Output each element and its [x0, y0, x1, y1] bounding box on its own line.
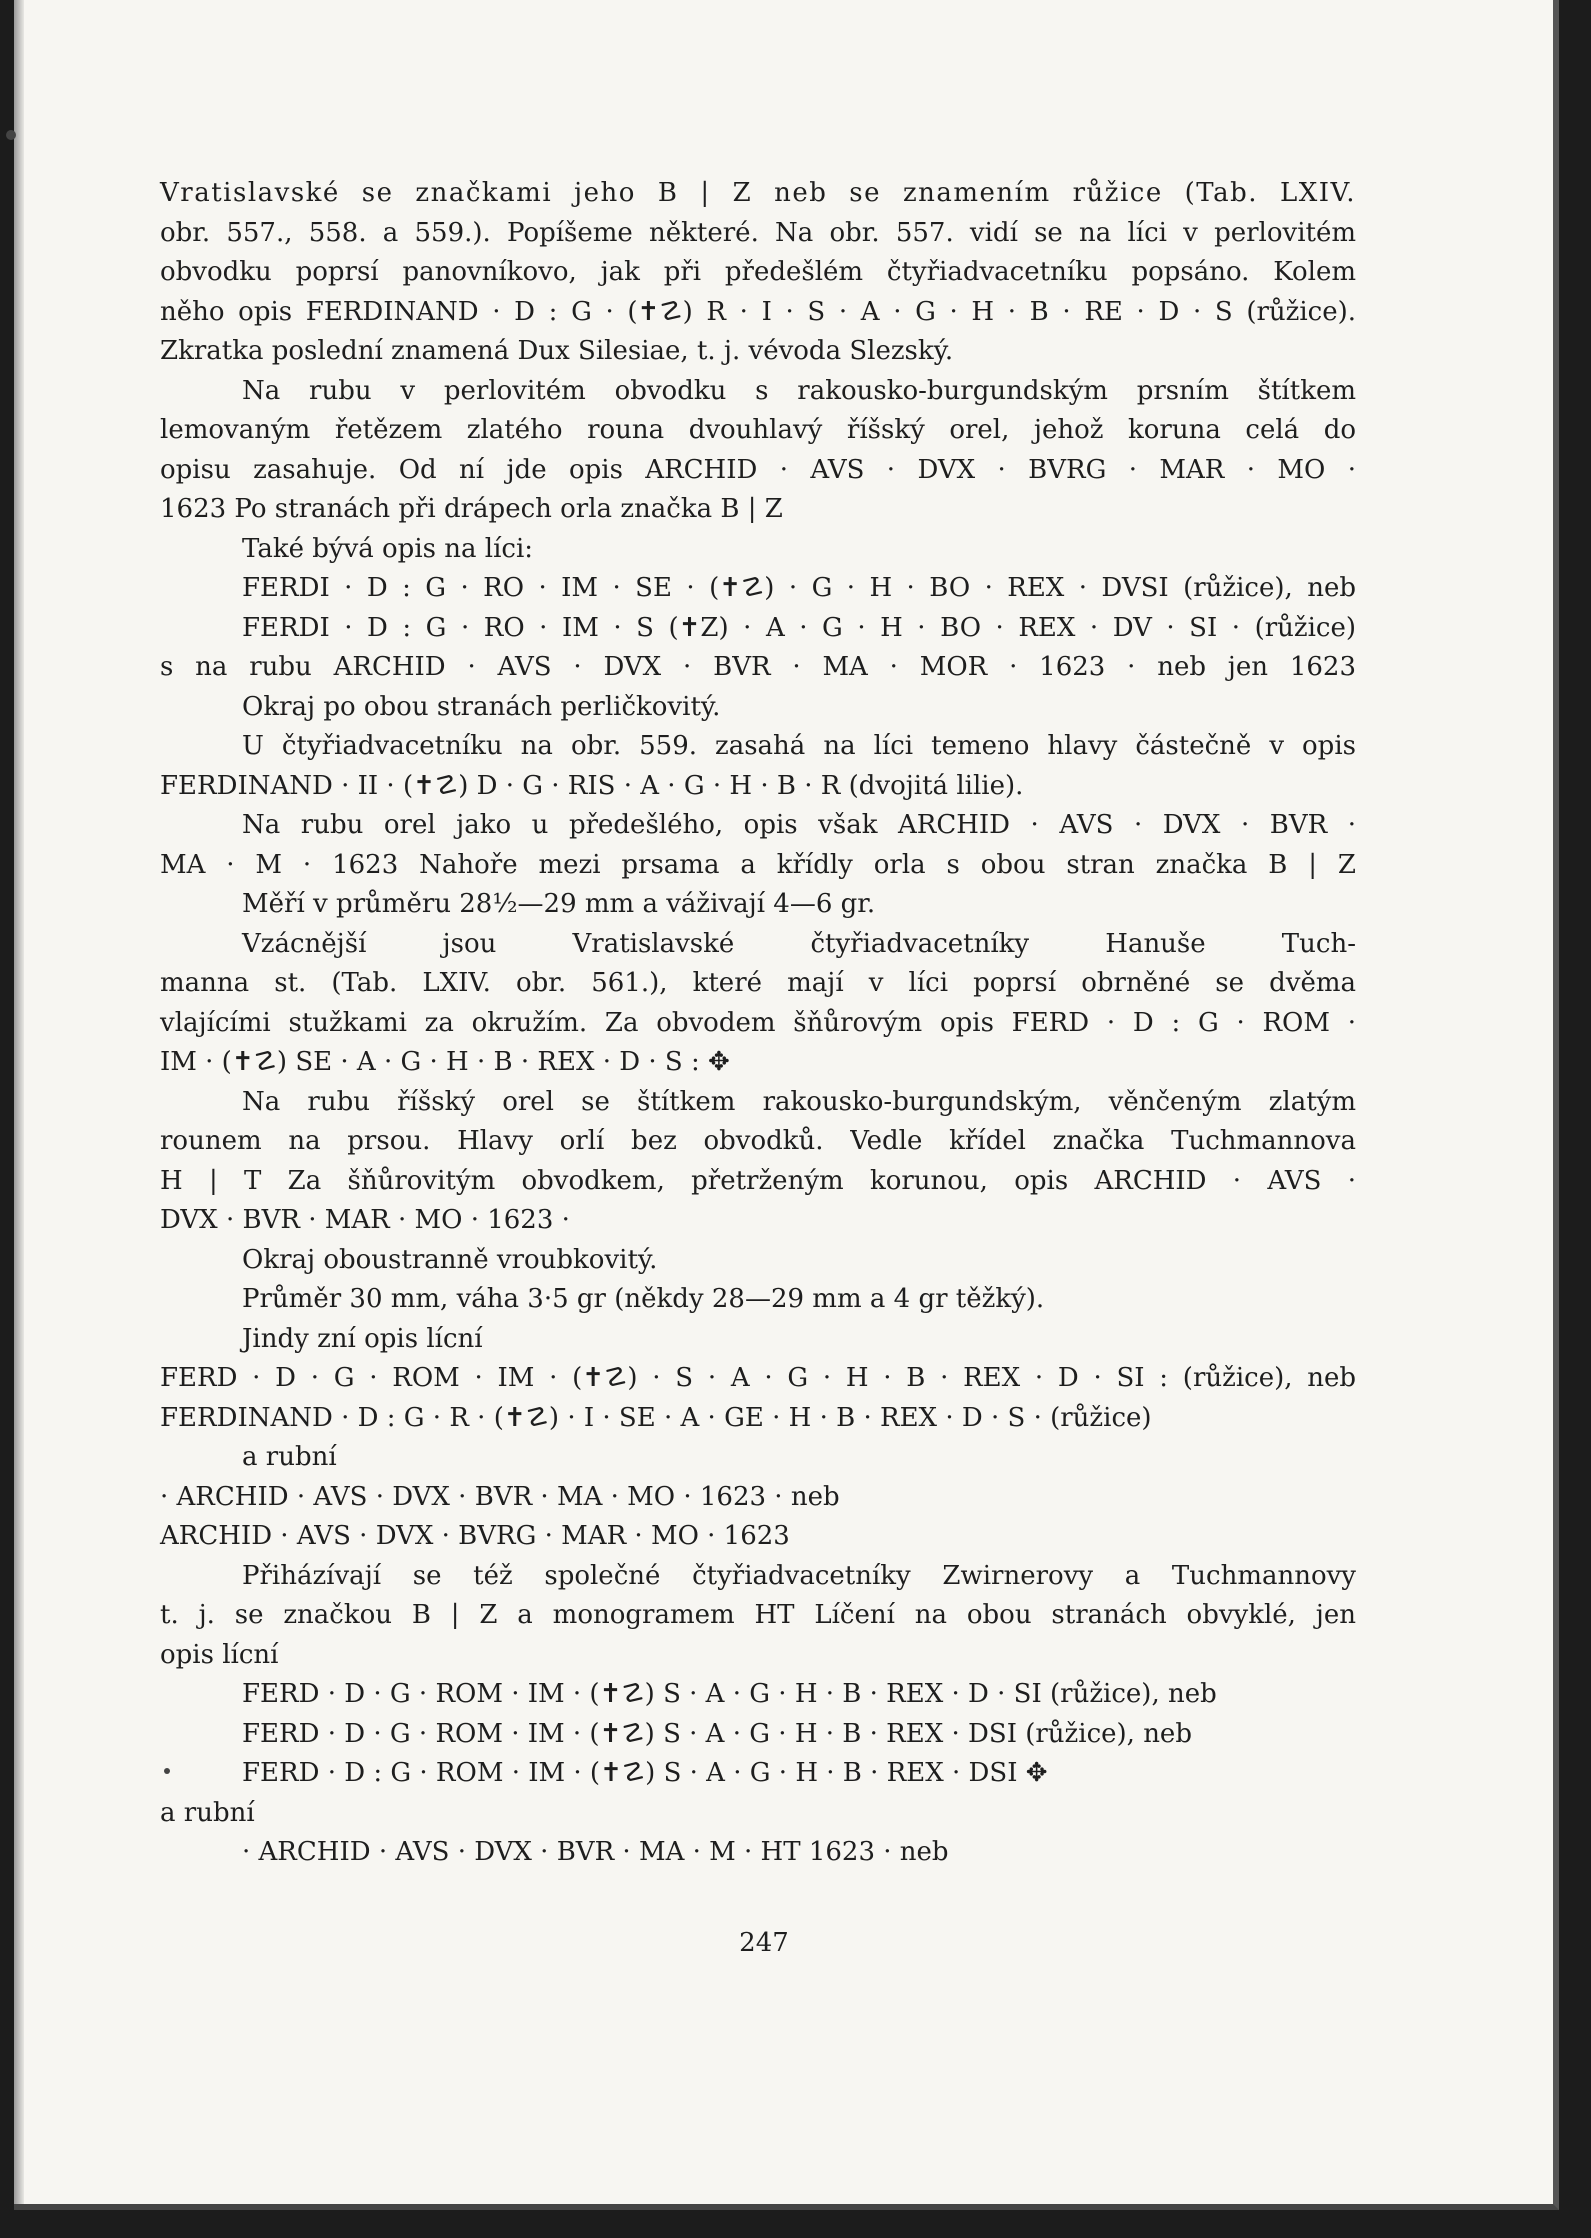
text-line: FERD · D · G · ROM · IM · (✝☡) · S · A · G · H · B · REX · D · SI : (růžice), neb: [160, 1363, 1356, 1393]
text-line: FERDINAND · D : G · R · (✝☡) · I · SE · A · GE · H · B · REX · D · S · (růžice): [160, 1402, 1152, 1433]
text-line: Jindy zní opis lícní: [242, 1323, 483, 1354]
text-line: IM · (✝☡) SE · A · G · H · B · REX · D · S : ✥: [160, 1047, 730, 1077]
text-line: Okraj oboustranně vroubkovitý.: [242, 1244, 658, 1275]
text-line: · ARCHID · AVS · DVX · BVR · MA · MO · 1623 · neb: [160, 1481, 840, 1512]
text-line: FERD · D · G · ROM · IM · (✝☡) S · A · G · H · B · REX · D · SI (růžice), neb: [242, 1679, 1217, 1709]
text-line: Okraj po obou stranách perličkovitý.: [242, 691, 721, 722]
text-line: vlajícími stužkami za okružím. Za obvodem šňůrovým opis FERD · D : G · ROM ·: [160, 1007, 1356, 1038]
text-line: Vzácnější jsou Vratislavské čtyřiadvacetníky Hanuše Tuch-: [242, 928, 1356, 959]
text-line: obvodku poprsí panovníkovo, jak při předešlém čtyřiadvacetníku popsáno. Kolem: [160, 257, 1356, 287]
text-line: opisu zasahuje. Od ní jde opis ARCHID · AVS · DVX · BVRG · MAR · MO ·: [160, 454, 1356, 485]
text-line: FERDI · D : G · RO · IM · SE · (✝☡) · G · H · BO · REX · DVSI (růžice), neb: [242, 573, 1356, 603]
text-line: · ARCHID · AVS · DVX · BVR · MA · M · HT 1623 · neb: [242, 1837, 949, 1867]
text-line: FERD · D · G · ROM · IM · (✝☡) S · A · G · H · B · REX · DSI (růžice), neb: [242, 1718, 1192, 1749]
text-line: Měří v průměru 28½—29 mm a váživají 4—6 gr.: [242, 889, 876, 919]
text-line: opis lícní: [160, 1639, 279, 1670]
text-line: FERDINAND · II · (✝☡) D · G · RIS · A · G · H · B · R (dvojitá lilie).: [160, 770, 1024, 801]
text-line: obr. 557., 558. a 559.). Popíšeme některé. Na obr. 557. vidí se na líci v perlovitém: [160, 217, 1356, 248]
edge-dot: [6, 130, 16, 140]
text-line: Také bývá opis na líci:: [242, 533, 534, 564]
text-line: t. j. se značkou B | Z a monogramem HT Líčení na obou stranách obvyklé, jen: [160, 1600, 1356, 1630]
text-line: rounem na prsou. Hlavy orlí bez obvodků. Vedle křídel značka Tuchmannova: [160, 1126, 1356, 1156]
book-page: [14, 0, 1559, 2210]
text-line: DVX · BVR · MAR · MO · 1623 ·: [160, 1205, 570, 1235]
text-line: U čtyřiadvacetníku na obr. 559. zasahá na líci temeno hlavy částečně v opis: [242, 731, 1356, 761]
text-line: něho opis FERDINAND · D : G · (✝☡) R · I · S · A · G · H · B · RE · D · S (růžice).: [160, 296, 1356, 327]
text-line: MA · M · 1623 Nahoře mezi prsama a křídly orla s obou stran značka B | Z: [160, 849, 1356, 880]
text-line: s na rubu ARCHID · AVS · DVX · BVR · MA · MOR · 1623 · neb jen 1623: [160, 652, 1356, 682]
text-line: Průměr 30 mm, váha 3·5 gr (někdy 28—29 mm a 4 gr těžký).: [242, 1284, 1045, 1314]
text-line: Vratislavské se značkami jeho B | Z neb se znamením růžice (Tab. LXIV.: [160, 178, 1356, 208]
text-line: Přiházívají se též společné čtyřiadvacetníky Zwirnerovy a Tuchmannovy: [242, 1560, 1356, 1591]
text-line: H | T Za šňůrovitým obvodkem, přetrženým korunou, opis ARCHID · AVS ·: [160, 1165, 1356, 1196]
text-line: 1623 Po stranách při drápech orla značka B | Z: [160, 494, 783, 524]
text-line: FERDI · D : G · RO · IM · S (✝Z) · A · G · H · BO · REX · DV · SI · (růžice): [242, 612, 1356, 643]
text-line: Zkratka poslední znamená Dux Silesiae, t. j. vévoda Slezský.: [160, 336, 954, 366]
text-line: lemovaným řetězem zlatého rouna dvouhlavý říšský orel, jehož koruna celá do: [160, 415, 1356, 445]
text-line: manna st. (Tab. LXIV. obr. 561.), které mají v líci poprsí obrněné se dvěma: [160, 968, 1356, 998]
text-line: a rubní: [242, 1442, 337, 1472]
text-line: Na rubu orel jako u předešlého, opis však ARCHID · AVS · DVX · BVR ·: [242, 810, 1356, 840]
page-number: 247: [739, 1928, 789, 1958]
page-edge: [14, 0, 24, 2204]
text-line: Na rubu v perlovitém obvodku s rakousko-burgundským prsním štítkem: [242, 375, 1356, 406]
text-line: FERD · D : G · ROM · IM · (✝☡) S · A · G · H · B · REX · DSI ✥: [242, 1758, 1048, 1788]
text-line: a rubní: [160, 1797, 255, 1828]
text-line: ARCHID · AVS · DVX · BVRG · MAR · MO · 1623: [160, 1521, 790, 1551]
text-line: Na rubu říšský orel se štítkem rakousko-burgundským, věnčeným zlatým: [242, 1086, 1356, 1117]
page-text: [160, 174, 1356, 1873]
